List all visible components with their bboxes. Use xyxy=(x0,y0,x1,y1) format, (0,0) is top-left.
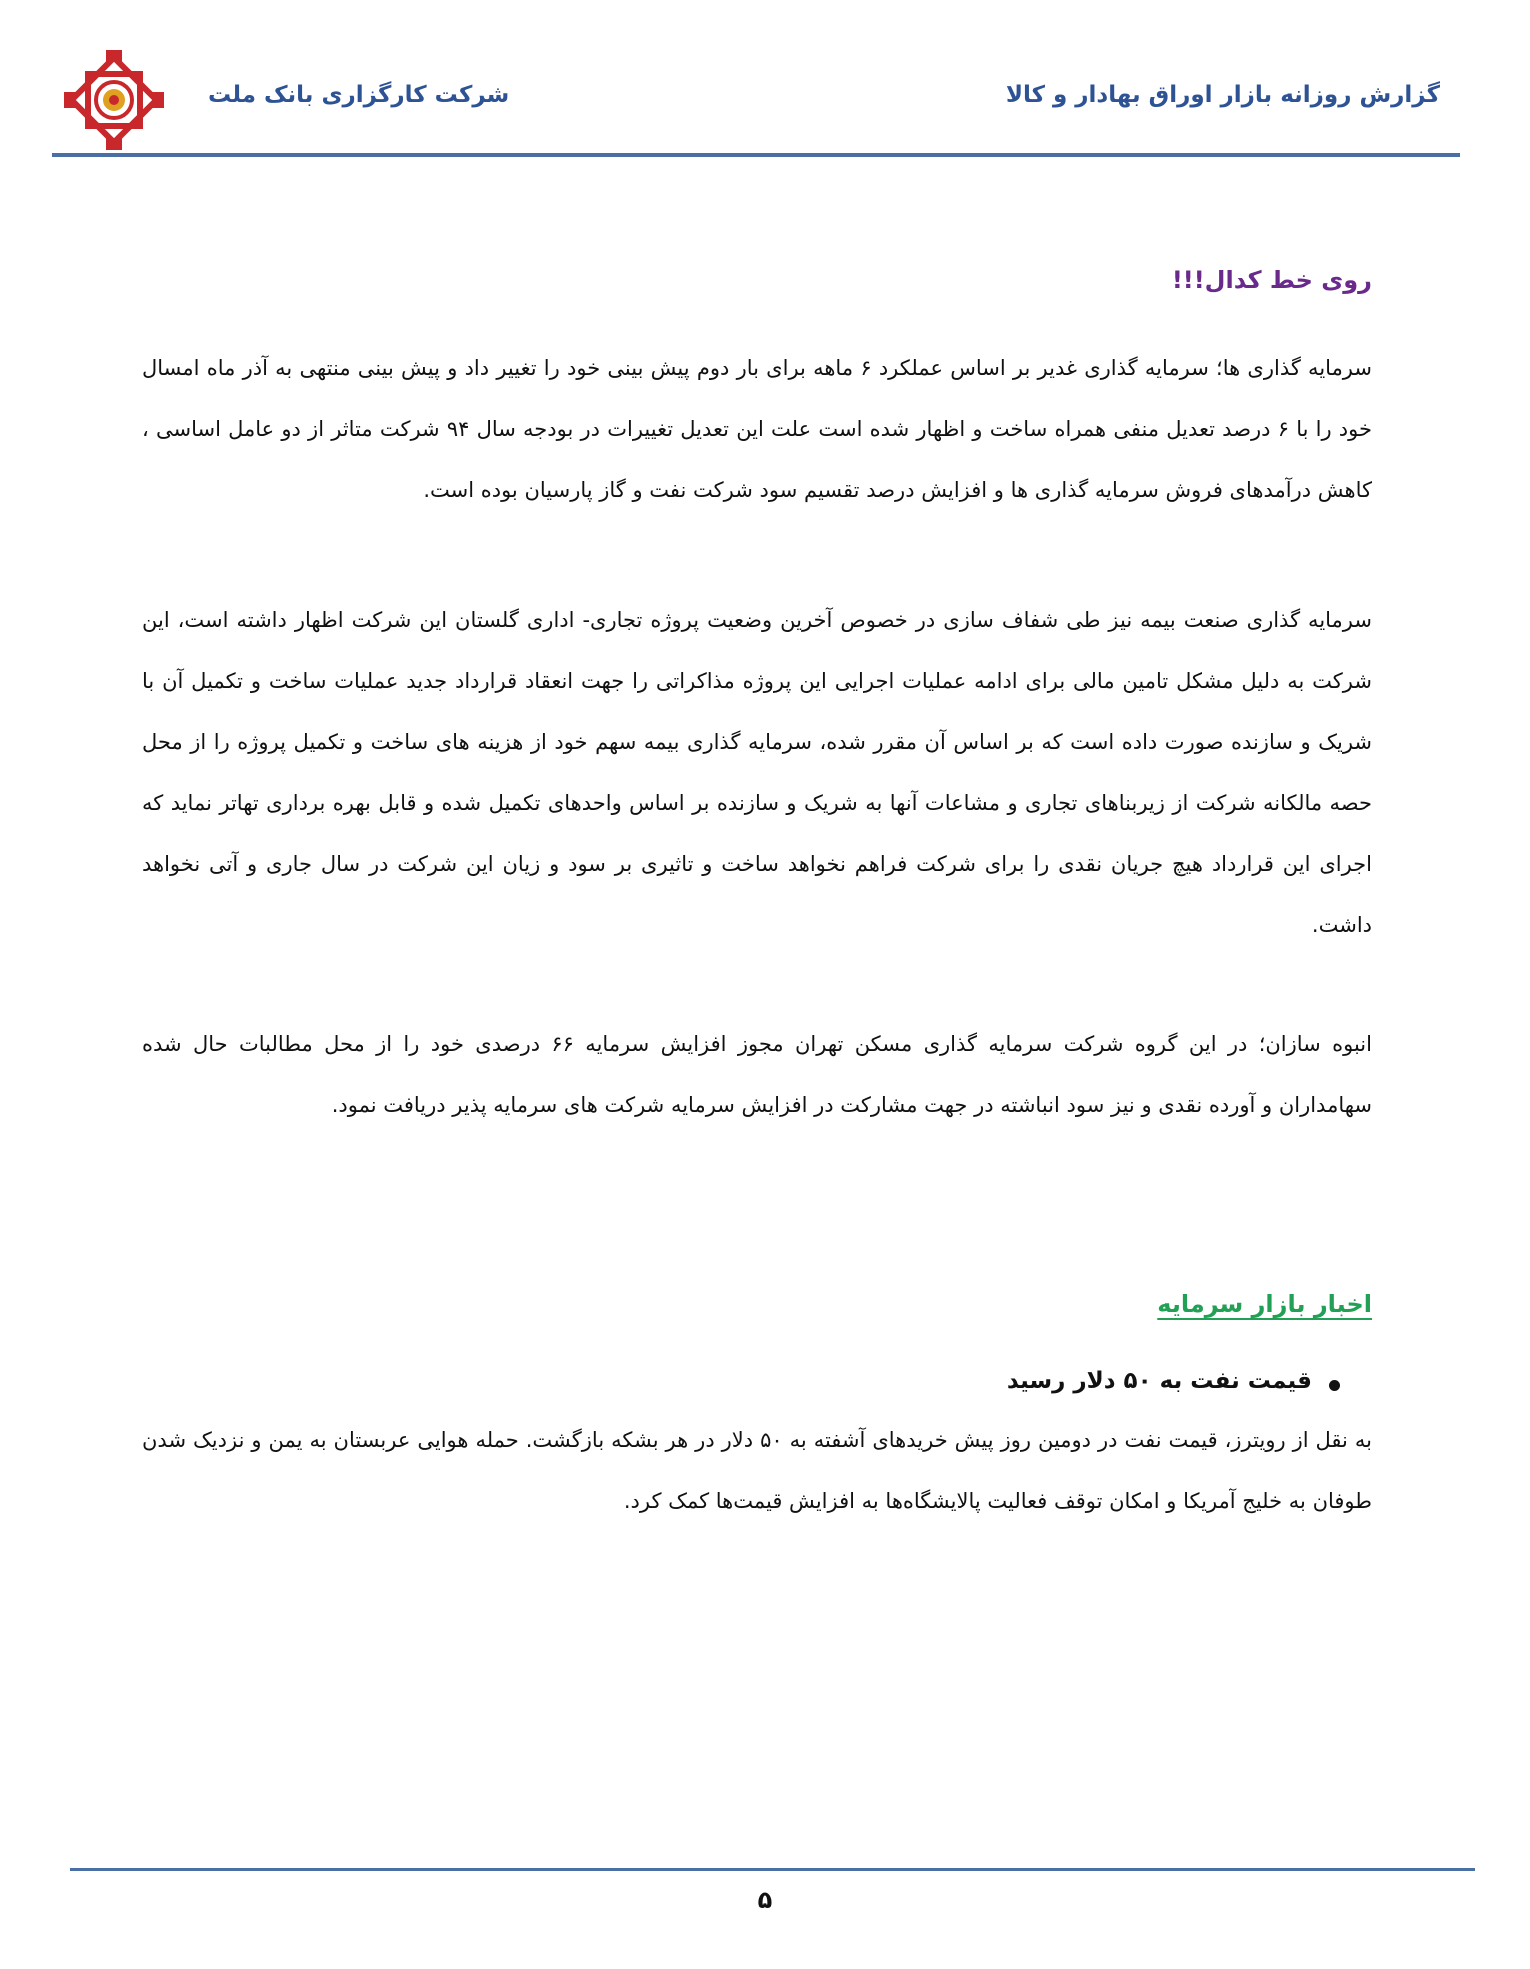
paragraph-investments: سرمایه گذاری ها؛ سرمایه گذاری غدیر بر اساس عملکرد ۶ ماهه برای بار دوم پیش بینی خود را تغییر داد و پیش بینی منتهی به آذر ماه امسال خود را با ۶ درصد تعدیل منفی همراه ساخت و اظهار شده است علت این تعدیل تغییرات در بودجه سال ۹۴ شرکت متاثر از دو عامل اساسی ، کاهش درآمدهای فروش سرمایه گذاری ها و افزایش درصد تقسیم سود شرکت نفت و گاز پارسیان بوده است. xyxy=(142,356,1372,502)
bullet-icon xyxy=(1329,1380,1340,1391)
paragraph-mass-builders: انبوه سازان؛ در این گروه شرکت سرمایه گذاری مسکن تهران مجوز افزایش سرمایه ۶۶ درصدی خود را از محل مطالبات حال شده سهامداران و آورده نقدی و نیز سود انباشته در جهت مشارکت در افزایش سرمایه شرکت های سرمایه پذیر دریافت نمود. xyxy=(142,1032,1372,1117)
paragraph-oil-price: به نقل از رویترز، قیمت نفت در دومین روز پیش خریدهای آشفته به ۵۰ دلار در هر بشکه بازگشت. حمله هوایی عربستان به یمن و نزدیک شدن طوفان به خلیج آمریکا و امکان توقف فعالیت پالایشگاه‌ها به افزایش قیمت‌ها کمک کرد. xyxy=(142,1428,1372,1513)
page-number: ۵ xyxy=(757,1886,773,1914)
section-heading-codal: روی خط کدال!!! xyxy=(1171,266,1372,294)
news-headline: قیمت نفت به ۵۰ دلار رسید xyxy=(1006,1368,1312,1394)
section-heading-capital-market-news: اخبار بازار سرمایه xyxy=(1157,1290,1372,1318)
paragraph-insurance-investment: سرمایه گذاری صنعت بیمه نیز طی شفاف سازی در خصوص آخرین وضعیت پروژه تجاری- اداری گلستان این شرکت اظهار داشته است، این شرکت به دلیل مشکل تامین مالی برای ادامه عملیات اجرایی این پروژه مذاکراتی را جهت انعقاد قرارداد جدید عملیات ساخت و تکمیل آن با شریک و سازنده صورت داده است که بر اساس آن مقرر شده، سرمایه گذاری بیمه سهم خود از هزینه های ساخت و تکمیل پروژه را از محل حصه مالکانه شرکت از زیربناهای تجاری و مشاعات آنها به شریک و سازنده بر اساس واحدهای تکمیل شده و قابل بهره برداری تهاتر نماید که اجرای این قرارداد هیچ جریان نقدی را برای شرکت فراهم نخواهد ساخت و تاثیری بر سود و زیان این شرکت در سال جاری و آتی نخواهد داشت. xyxy=(142,608,1372,937)
bank-mellat-logo-icon xyxy=(62,48,166,152)
footer-divider xyxy=(70,1868,1475,1871)
header-divider xyxy=(52,153,1460,157)
company-name: شرکت کارگزاری بانک ملت xyxy=(208,82,510,108)
report-title: گزارش روزانه بازار اوراق بهادار و کالا xyxy=(1005,82,1440,108)
